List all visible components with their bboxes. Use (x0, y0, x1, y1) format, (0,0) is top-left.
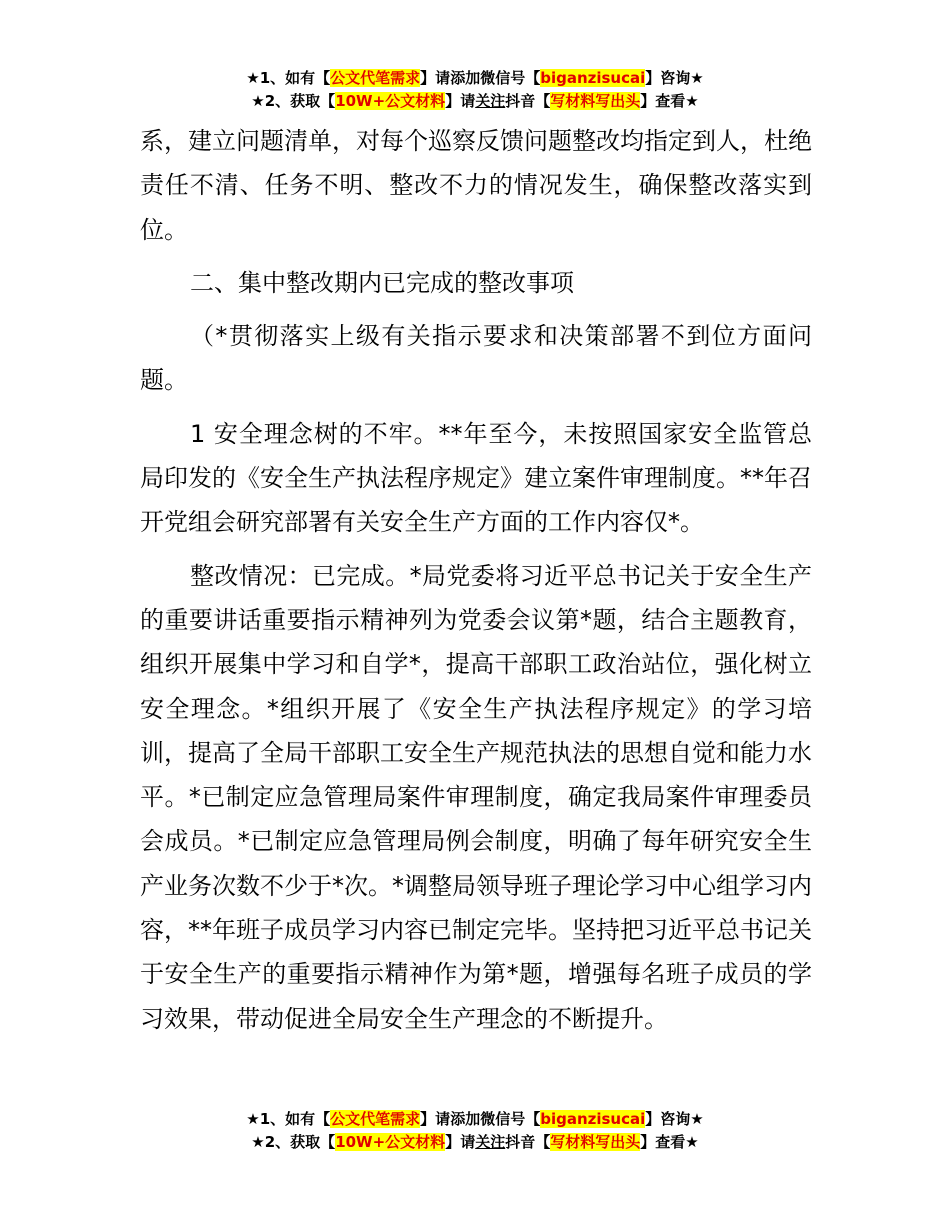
highlight-wechat-id: biganzisucai (540, 69, 646, 87)
highlight-wechat-id: biganzisucai (540, 1110, 646, 1128)
highlight-materials: 10W+公文材料 (335, 1133, 446, 1151)
header-banner (0, 67, 950, 113)
paragraph-rectification: 整改情况：已完成。*局党委将习近平总书记关于安全生产的重要讲话重要指示精神列为党委会议第*题，结合主题教育，组织开展集中学习和自学*，提高干部职工政治站位，强化树立安全理念。*组织开展了《安全生产执法程序规定》的学习培训，提高了全局干部职工安全生产规范执法的思想自觉和能力水平。*已制定应急管理局案件审理制度，确定我局案件审理委员会成员。*已制定应急管理局例会制度，明确了每年研究安全生产业务次数不少于*次。*调整局领导班子理论学习中心组学习内容，**年班子成员学习内容已制定完毕。坚持把习近平总书记关于安全生产的重要指示精神作为第*题，增强每名班子成员的学习效果，带动促进全局安全生产理念的不断提升。 (140, 561, 812, 1033)
banner-line-2: ★2、获取【10W+公文材料】请关注抖音【写材料写出头】查看★ (251, 1133, 699, 1151)
highlight-materials: 10W+公文材料 (335, 92, 446, 110)
banner-line-2: ★2、获取【10W+公文材料】请关注抖音【写材料写出头】查看★ (251, 92, 699, 110)
paragraph-subheading: （*贯彻落实上级有关指示要求和决策部署不到位方面问题。 (140, 322, 812, 395)
document-body (140, 119, 812, 1041)
banner-line-1: ★1、如有【公文代笔需求】请添加微信号【biganzisucai】咨询★ (246, 1110, 704, 1128)
highlight-douyin: 写材料写出头 (550, 92, 641, 110)
footer-banner (0, 1108, 950, 1154)
paragraph-continuation: 系，建立问题清单，对每个巡察反馈问题整改均指定到人，杜绝责任不清、任务不明、整改不力的情况发生，确保整改落实到位。 (140, 127, 812, 244)
section-heading: 二、集中整改期内已完成的整改事项 (190, 268, 574, 297)
banner-line-1: ★1、如有【公文代笔需求】请添加微信号【biganzisucai】咨询★ (246, 69, 704, 87)
highlight-service: 公文代笔需求 (330, 69, 421, 87)
paragraph-issue: 1 安全理念树的不牢。**年至今，未按照国家安全监管总局印发的《安全生产执法程序规定》建立案件审理制度。**年召开党组会研究部署有关安全生产方面的工作内容仅*。 (140, 419, 812, 537)
highlight-douyin: 写材料写出头 (550, 1133, 641, 1151)
highlight-service: 公文代笔需求 (330, 1110, 421, 1128)
